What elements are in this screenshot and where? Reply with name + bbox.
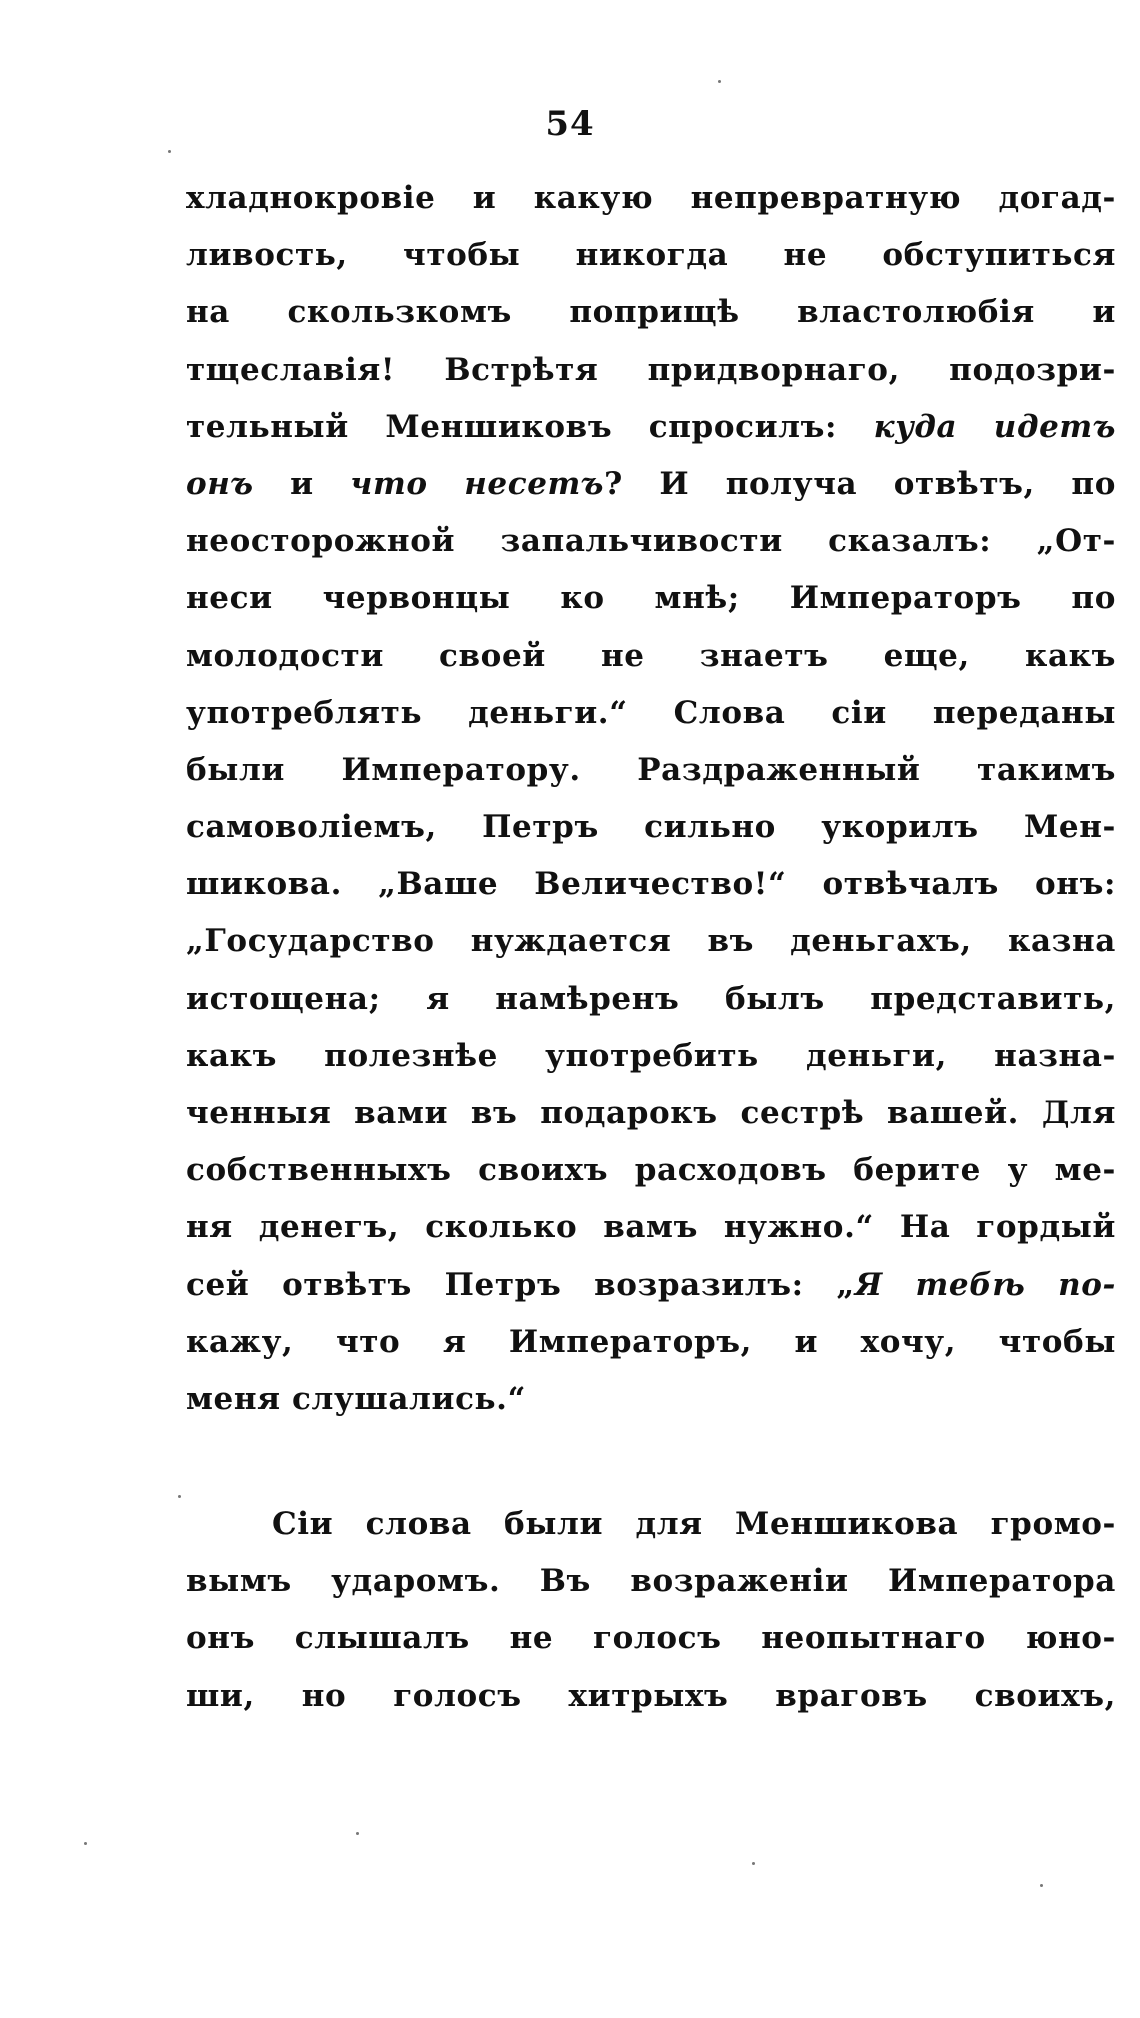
- text-line: неосторожной запальчивости сказалъ: „От-: [186, 523, 1116, 560]
- text-line: ченныя вами въ подарокъ сестрѣ вашей. Для: [186, 1095, 1116, 1131]
- scan-speck: [752, 1862, 755, 1865]
- paragraph-2: [186, 1496, 1116, 1725]
- text-line: онъ слышалъ не голосъ неопытнаго юно-: [186, 1620, 1116, 1657]
- paragraph-1: [186, 170, 1116, 1428]
- text-line: молодости своей не знаетъ еще, какъ: [186, 637, 1116, 674]
- text-line: хладнокровіе и какую непревратную догад-: [186, 180, 1116, 216]
- text-line: неси червонцы ко мнѣ; Императоръ по: [186, 580, 1116, 617]
- text-line: вымъ ударомъ. Въ возраженіи Императора: [186, 1563, 1116, 1600]
- page-number: 54: [545, 104, 595, 144]
- text-line: ня денегъ, сколько вамъ нужно.“ На гордый: [186, 1209, 1116, 1246]
- text-line: [186, 399, 1116, 456]
- text-segment: ? И получа отвѣтъ, по: [604, 465, 1116, 502]
- text-line: на скользкомъ поприщѣ властолюбія и: [186, 294, 1116, 331]
- scan-speck: [356, 1832, 359, 1835]
- text-line: кажу, что я Императоръ, и хочу, чтобы: [186, 1323, 1116, 1360]
- italic-text: что несетъ: [350, 465, 605, 502]
- italic-text: куда идетъ: [873, 408, 1116, 445]
- text-segment: сей отвѣтъ Петръ возразилъ: „: [186, 1266, 855, 1303]
- text-segment: и: [290, 465, 314, 502]
- italic-text: Я тебѣ по-: [854, 1266, 1117, 1303]
- scan-speck: [1040, 1884, 1043, 1887]
- italic-text: онъ: [186, 465, 254, 502]
- text-line: [186, 1257, 1116, 1314]
- text-line: собственныхъ своихъ расходовъ берите у ме-: [186, 1152, 1116, 1189]
- text-line: были Императору. Раздраженный такимъ: [186, 751, 1116, 788]
- text-line: истощена; я намѣренъ былъ представить,: [186, 980, 1116, 1017]
- text-line: ливость, чтобы никогда не обступиться: [186, 237, 1116, 274]
- scan-speck: [718, 80, 721, 83]
- text-line: ши, но голосъ хитрыхъ враговъ своихъ,: [186, 1677, 1116, 1714]
- text-line: [186, 456, 1116, 513]
- scan-speck: [168, 150, 171, 153]
- text-line: тщеславія! Встрѣтя придворнаго, подозри-: [186, 351, 1116, 388]
- text-line: „Государство нуждается въ деньгахъ, казна: [186, 923, 1116, 960]
- text-line: какъ полезнѣе употребить деньги, назна-: [186, 1037, 1116, 1074]
- text-line: употреблять деньги.“ Слова сіи переданы: [186, 694, 1116, 731]
- text-segment: тельный Меншиковъ спросилъ:: [186, 408, 838, 445]
- text-line: шикова. „Ваше Величество!“ отвѣчалъ онъ:: [186, 866, 1116, 903]
- text-line: самоволіемъ, Петръ сильно укорилъ Мен-: [186, 809, 1116, 846]
- text-line: Сіи слова были для Меншикова громо-: [272, 1506, 1116, 1542]
- scan-speck: [178, 1495, 181, 1498]
- text-line: меня слушались.“: [186, 1380, 527, 1417]
- scan-speck: [84, 1842, 87, 1845]
